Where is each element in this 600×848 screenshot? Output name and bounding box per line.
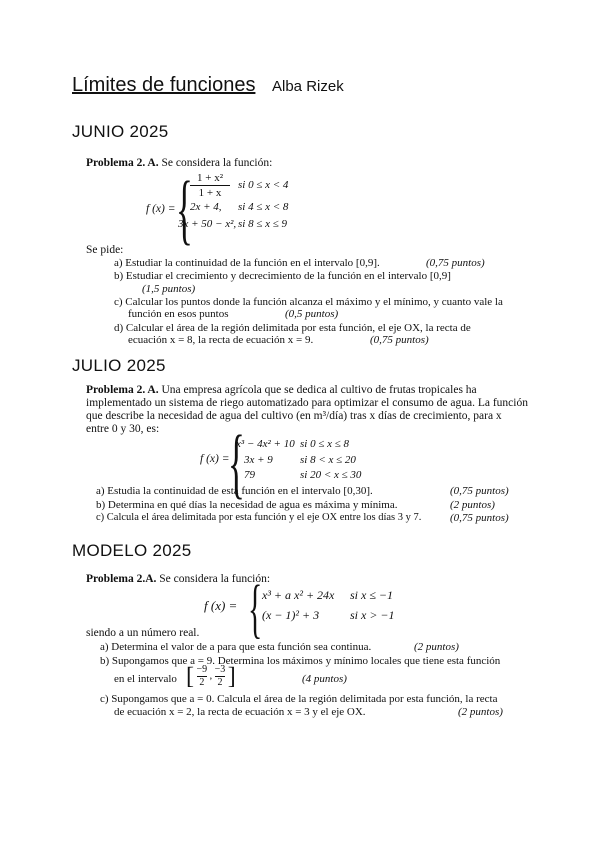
list-item: b) Estudiar el crecimiento y decrecimiento de la función en el intervalo [0,9] [114, 270, 451, 282]
case-expression: x³ − 4x² + 10 [236, 438, 295, 450]
item-points: (0,75 puntos) [426, 257, 485, 269]
case-fraction [190, 172, 230, 199]
item-points: (4 puntos) [302, 673, 347, 685]
item-points: (0,75 puntos) [450, 512, 509, 524]
case-condition: si x > −1 [350, 608, 395, 622]
function-name: f (x) = [146, 203, 176, 215]
item-points: (2 puntos) [458, 706, 503, 718]
se-pide: Se pide: [86, 244, 124, 256]
list-item: b) Determina en qué días la necesidad de agua es máxima y mínima. [96, 499, 398, 511]
case-condition: si 20 < x ≤ 30 [300, 469, 362, 481]
section-heading-junio: JUNIO 2025 [72, 122, 169, 141]
case-condition: si x ≤ −1 [350, 588, 394, 602]
item-points: (0,75 puntos) [450, 485, 509, 497]
problem-text: Se considera la función: [161, 157, 273, 169]
left-brace: { [228, 419, 245, 506]
list-item-continuation: ecuación x = 8, la recta de ecuación x = 9. [128, 334, 314, 346]
left-brace: { [248, 572, 263, 645]
case-condition: si 8 ≤ x ≤ 9 [238, 218, 288, 230]
item-points: (0,75 puntos) [370, 334, 429, 346]
case-expression: x³ + a x² + 24x [262, 588, 335, 602]
problem-intro [86, 384, 477, 396]
problem-text-line: entre 0 y 30, es: [86, 423, 160, 435]
fraction-denominator: 1 + x [198, 187, 222, 199]
problem-intro [86, 573, 270, 585]
author-name: Alba Rizek [272, 78, 344, 95]
case-expression: 79 [244, 469, 255, 481]
list-item-continuation: de ecuación x = 2, la recta de ecuación x = 3 y el eje OX. [114, 706, 366, 718]
list-item: c) Calcular los puntos donde la función alcanza el máximo y el mínimo, y cuanto vale la [114, 296, 503, 308]
list-item: a) Estudiar la continuidad de la función en el intervalo [0,9]. [114, 257, 380, 269]
case-expression: 3x + 9 [244, 454, 273, 466]
case-condition: si 4 ≤ x < 8 [238, 201, 289, 213]
problem-text: Una empresa agrícola que se dedica al cultivo de frutas tropicales ha [161, 384, 477, 396]
problem-label: Problema 2. A. [86, 157, 159, 169]
problem-label: Problema 2. A. [86, 384, 159, 396]
list-item: d) Calcular el área de la región delimitada por esta función, el eje OX, la recta de [114, 322, 471, 334]
case-condition: si 0 ≤ x < 4 [238, 179, 289, 191]
list-item-continuation: función en esos puntos [128, 308, 229, 320]
list-item: a) Determina el valor de a para que esta función sea continua. [100, 641, 372, 653]
item-points: (1,5 puntos) [142, 283, 196, 295]
function-name: f (x) = [204, 598, 238, 613]
problem-text-line: que describe la necesidad de agua del cultivo (en m³/día) tras x días de crecimiento, para x [86, 410, 502, 422]
case-expression: 3x + 50 − x², [178, 218, 237, 230]
problem-text-line: implementado un sistema de riego automatizado para optimizar el consumo de agua. La función [86, 397, 528, 409]
case-condition: si 8 < x ≤ 20 [300, 454, 356, 466]
case-condition: si 0 ≤ x ≤ 8 [300, 438, 350, 450]
section-heading-julio: JULIO 2025 [72, 356, 166, 375]
list-item-continuation: en el intervalo [114, 673, 177, 685]
problem-label: Problema 2.A. [86, 573, 157, 585]
item-points: (2 puntos) [450, 499, 495, 511]
left-brace: { [176, 165, 193, 252]
siendo-text: siendo a un número real. [86, 627, 200, 639]
case-expression: 2x + 4, [190, 201, 222, 213]
case-expression: (x − 1)² + 3 [262, 608, 320, 622]
list-item: c) Supongamos que a = 0. Calcula el área de la región delimitada por esta función, la recta [100, 693, 498, 705]
problem-text: Se considera la función: [159, 573, 271, 585]
page-title: Límites de funciones [72, 74, 256, 96]
fraction-numerator: 1 + x² [190, 172, 230, 186]
section-heading-modelo: MODELO 2025 [72, 541, 192, 560]
item-points: (0,5 puntos) [285, 308, 339, 320]
interval: [ $\frac{-9}{2}$ , $\frac{-3}{2}$ ] [186, 663, 236, 690]
list-item: a) Estudia la continuidad de esta función en el intervalo [0,30]. [96, 485, 373, 497]
function-name: f (x) = [200, 453, 230, 465]
item-points: (2 puntos) [414, 641, 459, 653]
list-item: b) Supongamos que a = 9. Determina los máximos y mínimo locales que tiene esta función [100, 655, 501, 667]
list-item: c) Calcula el área delimitada por esta función y el eje OX entre los días 3 y 7. [96, 512, 422, 523]
